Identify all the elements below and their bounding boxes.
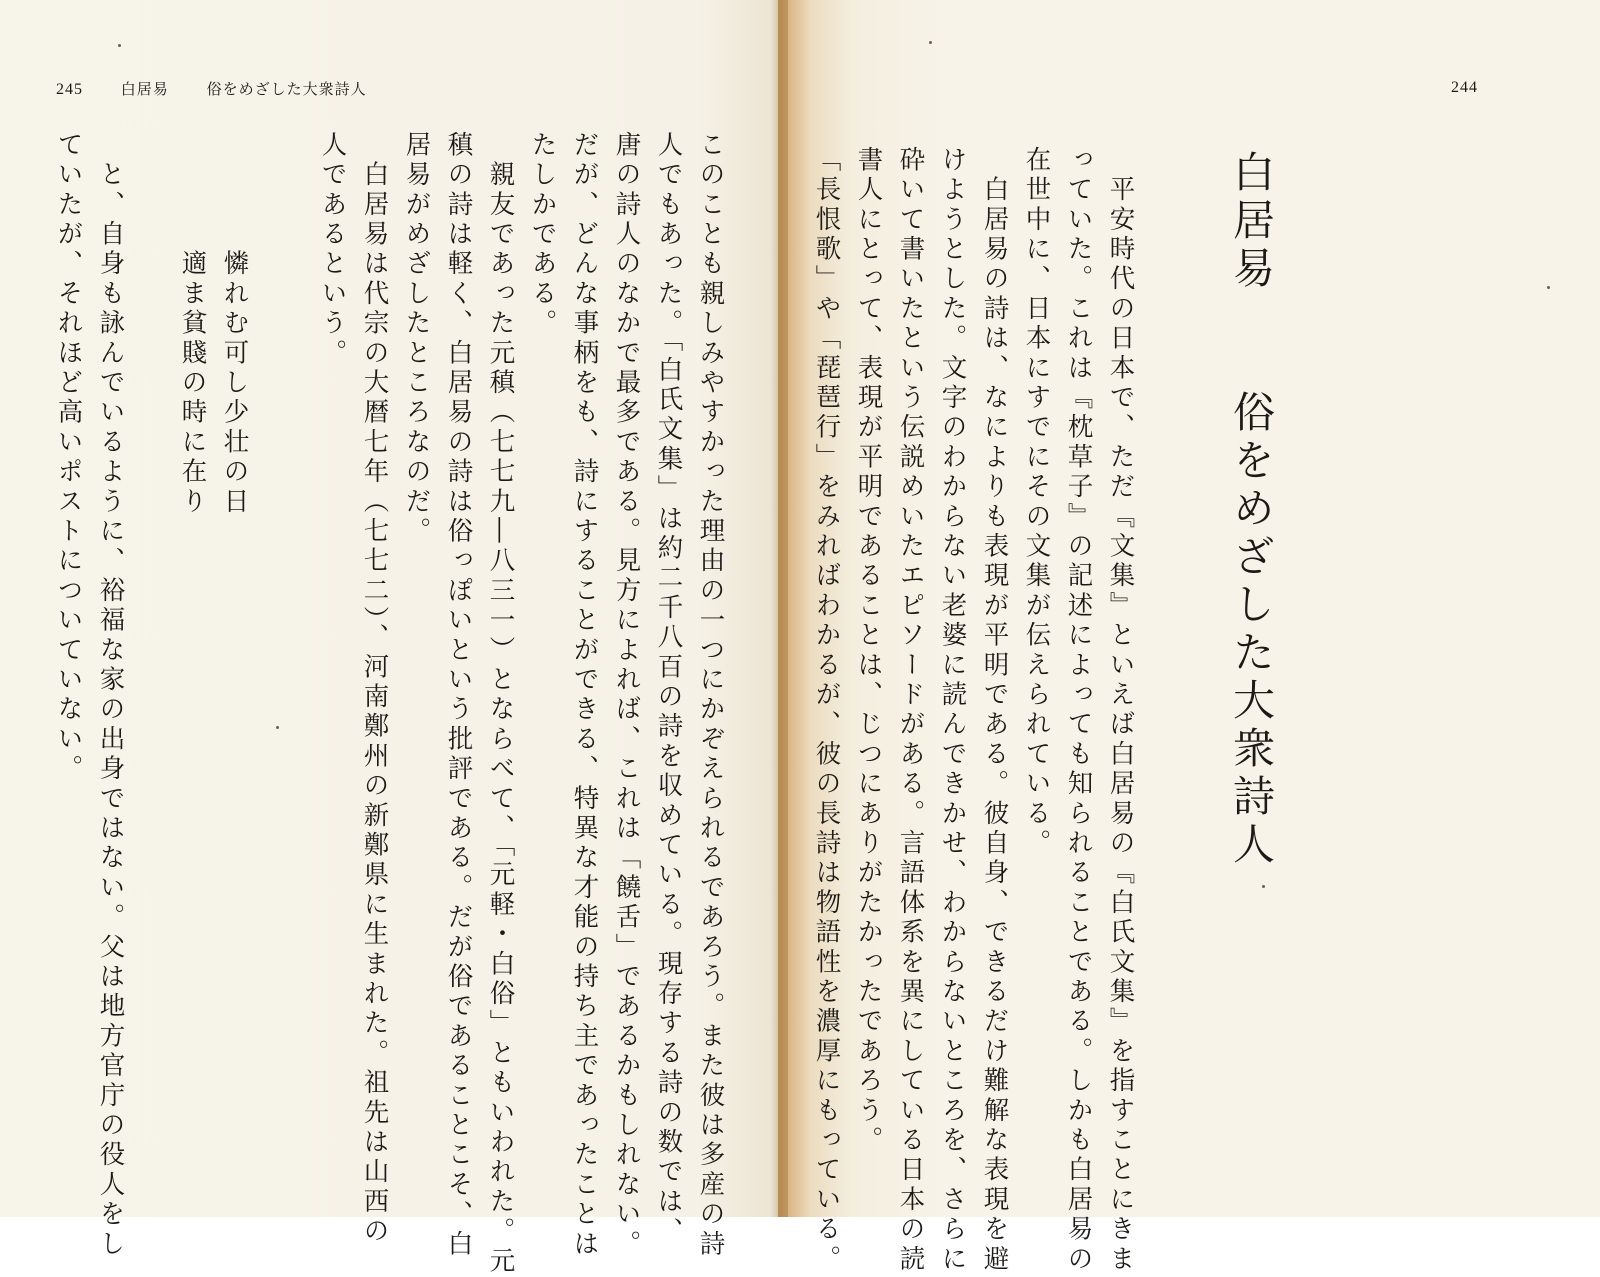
- scan-speck: [929, 41, 932, 44]
- poem-line-2: 適ま貧賤の時に在り: [177, 131, 208, 518]
- chapter-title: 白居易 俗をめざした大衆詩人: [1227, 150, 1276, 870]
- left-body-line-2: 人でもあった。「白氏文集」は約二千八百の詩を収めている。現存する詩の数では、: [653, 131, 684, 1247]
- left-body-line-6: 親友であった元稹（七七九―八三一）とならべて、「元軽・白俗」ともいわれた。元: [485, 131, 516, 1277]
- left-closing-line-1: と、自身も詠んでいるように、裕福な家の出身ではない。父は地方官庁の役人をし: [95, 131, 126, 1260]
- left-body-line-5: たしかである。: [527, 131, 558, 339]
- left-page: [0, 0, 778, 1277]
- scan-speck: [1547, 286, 1550, 289]
- right-body-line-6: 砕いて書いたという伝説めいたエピソードがある。言語体系を異にしている日本の読: [895, 146, 926, 1275]
- right-body-line-1: 平安時代の日本で、ただ『文集』といえば白居易の『白氏文集』を指すことにきま: [1105, 146, 1136, 1275]
- right-page: [778, 0, 1600, 1275]
- right-running-head: [1451, 78, 1478, 97]
- scan-speck: [1262, 885, 1265, 888]
- right-body-line-5: けようとした。文字のわからない老婆に読んできかせ、わからないところを、さらに: [937, 146, 968, 1275]
- right-body-line-8: 「長恨歌」や「琵琶行」をみればわかるが、彼の長詩は物語性を濃厚にもっている。: [811, 146, 842, 1275]
- scan-speck: [118, 44, 121, 47]
- running-head-title: 俗をめざした大衆詩人: [206, 80, 367, 98]
- left-running-head: [56, 78, 399, 99]
- right-page-number: 244: [1451, 79, 1478, 96]
- left-closing-line-2: ていたが、それほど高いポストについていない。: [53, 131, 84, 785]
- left-body-line-7: 稹の詩は軽く、白居易の詩は俗っぽいという批評である。だが俗であることこそ、白: [443, 131, 474, 1260]
- right-body-line-3: 在世中に、日本にすでにその文集が伝えられている。: [1021, 146, 1052, 859]
- left-body-line-3: 唐の詩人のなかで最多である。見方によれば、これは「饒舌」であるかもしれない。: [611, 131, 642, 1260]
- poem-line-1: 憐れむ可し少壮の日: [219, 131, 250, 518]
- left-body-line-1: このことも親しみやすかった理由の一つにかぞえられるであろう。また彼は多産の詩: [695, 131, 726, 1260]
- left-page-number: 245: [56, 81, 83, 98]
- left-body-line-10: 人であるという。: [317, 131, 348, 369]
- scan-speck: [276, 726, 279, 729]
- right-body-line-2: っていた。これは『枕草子』の記述によっても知られることである。しかも白居易の: [1063, 146, 1094, 1275]
- left-body-line-4: だが、どんな事柄をも、詩にすることができる、特異な才能の持ち主であったことは: [569, 131, 600, 1260]
- running-head-author: 白居易: [120, 80, 169, 98]
- left-body-line-8: 居易がめざしたところなのだ。: [401, 131, 432, 547]
- left-body-line-9: 白居易は代宗の大暦七年（七七二）、河南鄭州の新鄭県に生まれた。祖先は山西の: [359, 131, 390, 1247]
- book-gutter: [770, 0, 788, 1217]
- right-body-line-4: 白居易の詩は、なによりも表現が平明である。彼自身、できるだけ難解な表現を避: [979, 146, 1010, 1275]
- right-body-line-7: 書人にとって、表現が平明であることは、じつにありがたかったであろう。: [853, 146, 884, 1156]
